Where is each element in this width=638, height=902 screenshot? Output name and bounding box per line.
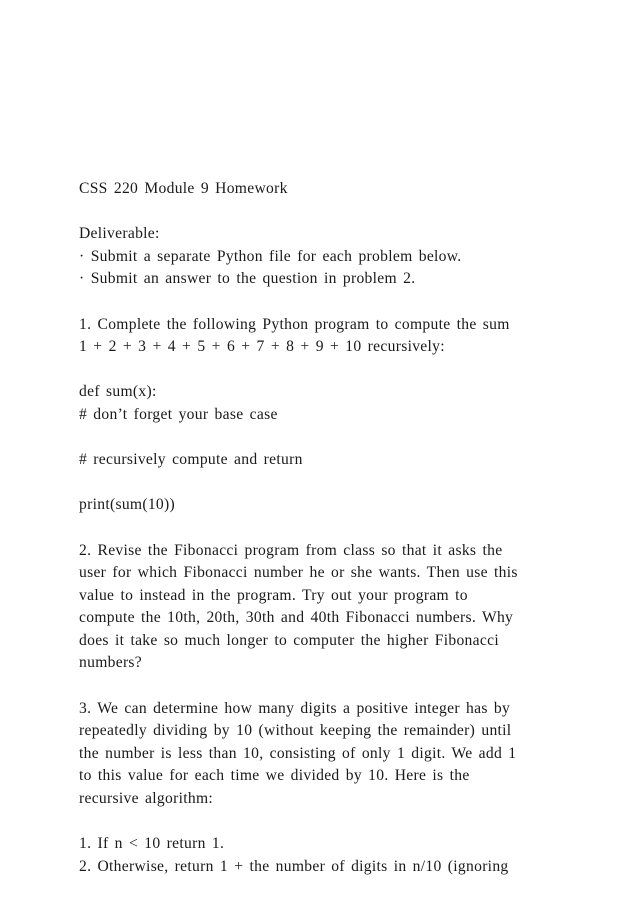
problem3-text: repeatedly dividing by 10 (without keeping the remainder) until xyxy=(79,722,512,740)
problem1-code-line: def sum(x): xyxy=(79,383,157,401)
spacer xyxy=(79,291,579,314)
spacer xyxy=(79,359,579,382)
deliverable-item: · Submit a separate Python file for each problem below. xyxy=(79,247,462,265)
problem3-text: the number is less than 10, consisting of only 1 digit. We add 1 xyxy=(79,744,517,762)
problem2-text: value to instead in the program. Try out your program to xyxy=(79,586,468,604)
problem3-text: recursive algorithm: xyxy=(79,790,214,808)
deliverable-heading: Deliverable: xyxy=(79,225,160,243)
problem2-text: does it take so much longer to computer the higher Fibonacci xyxy=(79,631,499,649)
problem1-code-line: # recursively compute and return xyxy=(79,451,303,469)
problem1-code-line: # don’t forget your base case xyxy=(79,405,278,423)
document-title: CSS 220 Module 9 Homework xyxy=(79,180,288,197)
problem1-text: 1 + 2 + 3 + 4 + 5 + 6 + 7 + 8 + 9 + 10 recursively: xyxy=(79,338,445,356)
problem2-text: numbers? xyxy=(79,654,143,672)
problem3-step: 1. If n < 10 return 1. xyxy=(79,835,225,853)
spacer xyxy=(79,811,579,834)
problem1-text: 1. Complete the following Python program to compute the sum xyxy=(79,315,510,333)
spacer xyxy=(79,201,579,224)
spacer xyxy=(79,517,579,540)
problem1-code-line: print(sum(10)) xyxy=(79,496,176,514)
problem2-text: compute the 10th, 20th, 30th and 40th Fibonacci numbers. Why xyxy=(79,609,514,627)
spacer xyxy=(79,427,579,450)
problem3-step: 2. Otherwise, return 1 + the number of digits in n/10 (ignoring xyxy=(79,857,509,875)
problem3-text: to this value for each time we divided by 10. Here is the xyxy=(79,767,470,785)
spacer xyxy=(79,675,579,698)
document-body xyxy=(79,178,579,878)
problem2-text: user for which Fibonacci number he or she wants. Then use this xyxy=(79,564,518,582)
problem3-text: 3. We can determine how many digits a positive integer has by xyxy=(79,699,511,717)
deliverable-item: · Submit an answer to the question in problem 2. xyxy=(79,270,416,288)
spacer xyxy=(79,472,579,495)
problem2-text: 2. Revise the Fibonacci program from class so that it asks the xyxy=(79,541,503,559)
